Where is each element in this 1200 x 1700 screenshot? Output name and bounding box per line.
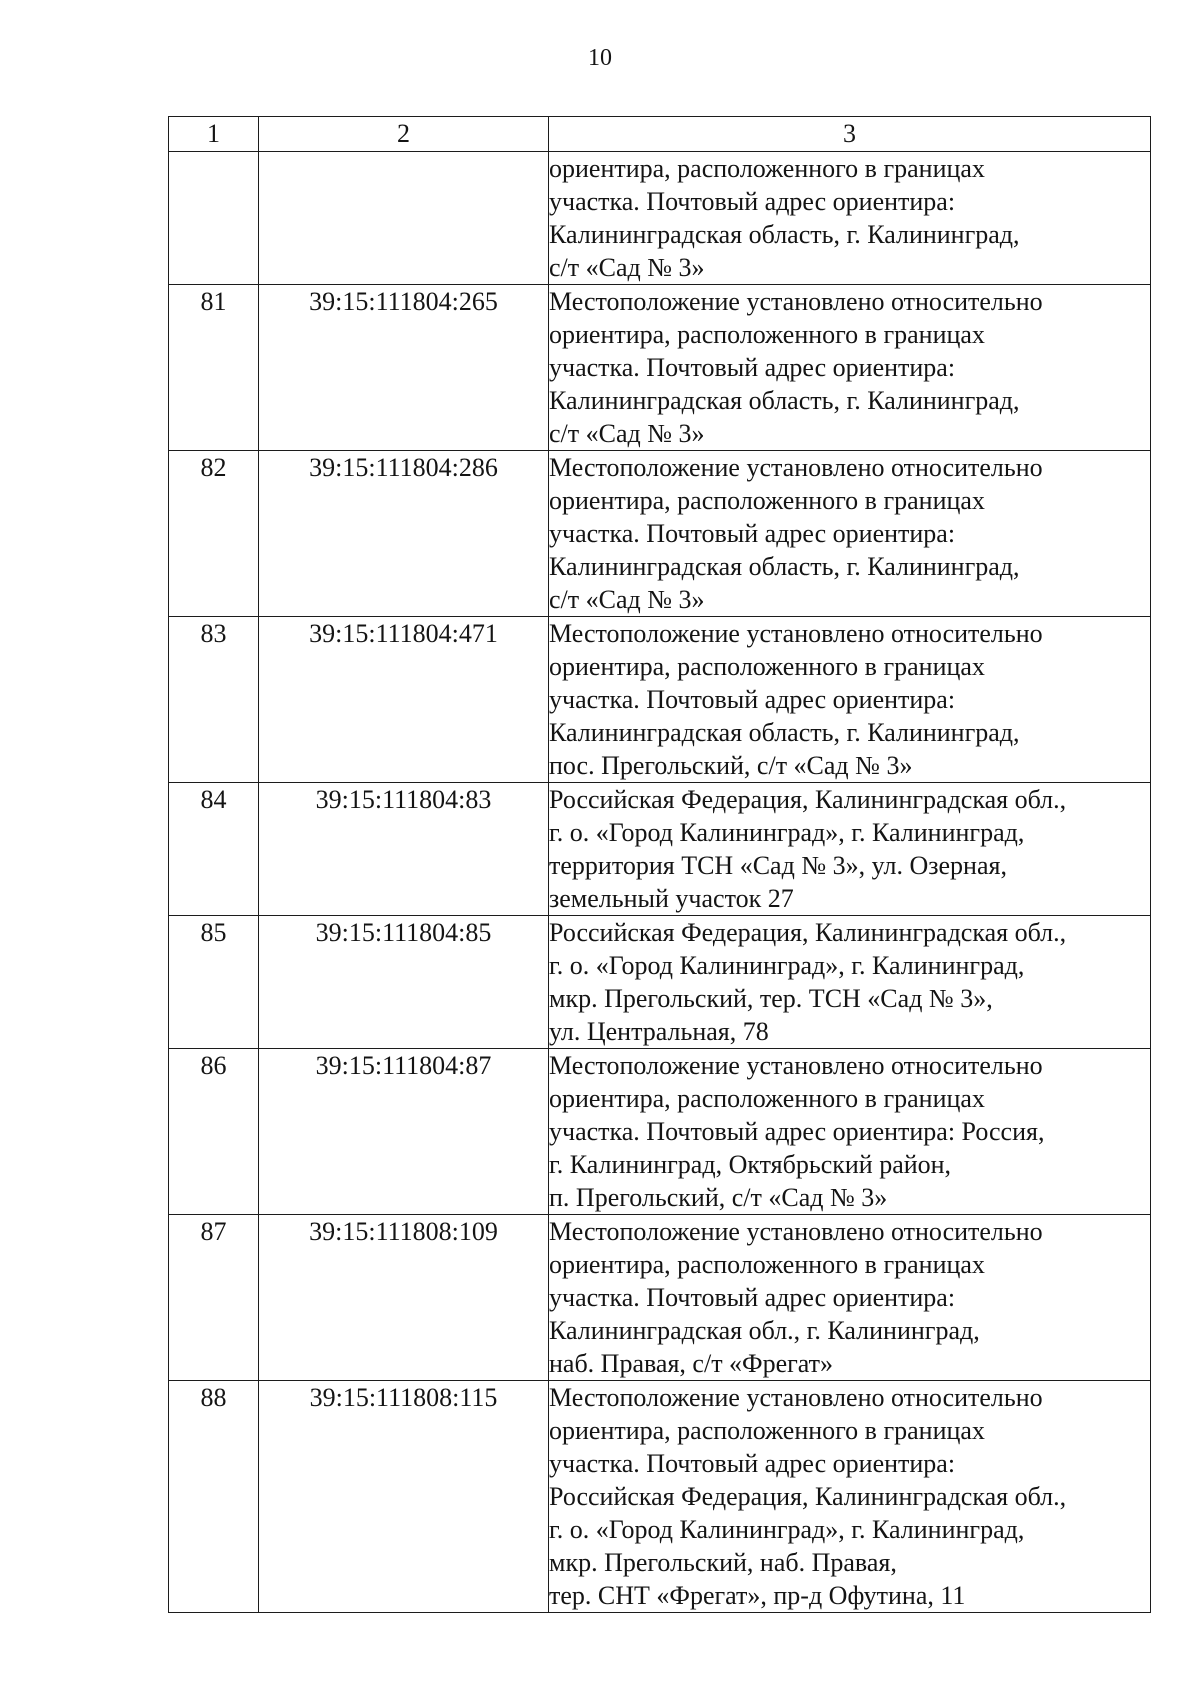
address-line: г. Калининград, Октябрьский район, <box>549 1150 952 1179</box>
address-line: Российская Федерация, Калининградская обл., <box>549 1482 1067 1511</box>
column-header-number: 1 <box>169 117 259 152</box>
cadastral-number-cell: 39:15:111804:83 <box>259 783 549 916</box>
address-cell <box>549 783 1151 916</box>
address-line: Калининградская область, г. Калининград, <box>549 552 1020 581</box>
address-cell <box>549 1381 1151 1613</box>
address-line: участка. Почтовый адрес ориентира: <box>549 519 956 548</box>
address-line: участка. Почтовый адрес ориентира: <box>549 1283 956 1312</box>
cadastral-number-cell: 39:15:111804:87 <box>259 1049 549 1215</box>
table-row <box>169 916 1151 1049</box>
address-line: Местоположение установлено относительно <box>549 453 1043 482</box>
address-line: с/т «Сад № 3» <box>549 419 705 448</box>
address-line: участка. Почтовый адрес ориентира: Россия, <box>549 1117 1045 1146</box>
address-line: ориентира, расположенного в границах <box>549 486 985 515</box>
table-row <box>169 152 1151 285</box>
address-line: мкр. Прегольский, наб. Правая, <box>549 1548 897 1577</box>
cadastral-number-cell: 39:15:111808:115 <box>259 1381 549 1613</box>
row-number-cell: 82 <box>169 451 259 617</box>
cadastral-number-cell: 39:15:111804:286 <box>259 451 549 617</box>
cadastral-number-cell: 39:15:111804:85 <box>259 916 549 1049</box>
address-line: ориентира, расположенного в границах <box>549 1084 985 1113</box>
address-cell <box>549 916 1151 1049</box>
table-body <box>169 152 1151 1613</box>
address-line: ориентира, расположенного в границах <box>549 1416 985 1445</box>
row-number-cell: 81 <box>169 285 259 451</box>
cadastral-number-cell <box>259 152 549 285</box>
address-line: ориентира, расположенного в границах <box>549 320 985 349</box>
address-line: Калининградская область, г. Калининград, <box>549 220 1020 249</box>
address-line: Местоположение установлено относительно <box>549 619 1043 648</box>
cadastral-number-cell: 39:15:111804:265 <box>259 285 549 451</box>
row-number-cell: 83 <box>169 617 259 783</box>
address-line: г. о. «Город Калининград», г. Калининград, <box>549 1515 1025 1544</box>
address-line: г. о. «Город Калининград», г. Калининград, <box>549 818 1025 847</box>
address-line: п. Прегольский, с/т «Сад № 3» <box>549 1183 888 1212</box>
address-line: г. о. «Город Калининград», г. Калининград, <box>549 951 1025 980</box>
address-cell <box>549 451 1151 617</box>
address-line: с/т «Сад № 3» <box>549 253 705 282</box>
row-number-cell: 85 <box>169 916 259 1049</box>
row-number-cell: 87 <box>169 1215 259 1381</box>
cadastral-number-cell: 39:15:111804:471 <box>259 617 549 783</box>
address-line: Местоположение установлено относительно <box>549 1383 1043 1412</box>
table-row <box>169 451 1151 617</box>
address-cell <box>549 1049 1151 1215</box>
address-line: Местоположение установлено относительно <box>549 287 1043 316</box>
address-line: участка. Почтовый адрес ориентира: <box>549 685 956 714</box>
column-header-address: 3 <box>549 117 1151 152</box>
address-line: территория ТСН «Сад № 3», ул. Озерная, <box>549 851 1007 880</box>
address-line: ориентира, расположенного в границах <box>549 1250 985 1279</box>
table-row <box>169 617 1151 783</box>
address-line: участка. Почтовый адрес ориентира: <box>549 353 956 382</box>
address-cell <box>549 152 1151 285</box>
address-line: Калининградская область, г. Калининград, <box>549 718 1020 747</box>
column-header-cadastral: 2 <box>259 117 549 152</box>
address-cell <box>549 1215 1151 1381</box>
address-cell <box>549 617 1151 783</box>
row-number-cell: 86 <box>169 1049 259 1215</box>
address-line: участка. Почтовый адрес ориентира: <box>549 187 956 216</box>
address-line: мкр. Прегольский, тер. ТСН «Сад № 3», <box>549 984 993 1013</box>
address-line: Калининградская область, г. Калининград, <box>549 386 1020 415</box>
address-line: ориентира, расположенного в границах <box>549 652 985 681</box>
table-row <box>169 1049 1151 1215</box>
address-line: Местоположение установлено относительно <box>549 1051 1043 1080</box>
address-line: Местоположение установлено относительно <box>549 1217 1043 1246</box>
address-line: участка. Почтовый адрес ориентира: <box>549 1449 956 1478</box>
address-line: ориентира, расположенного в границах <box>549 154 985 183</box>
address-line: наб. Правая, с/т «Фрегат» <box>549 1349 834 1378</box>
row-number-cell <box>169 152 259 285</box>
address-line: тер. СНТ «Фрегат», пр-д Офутина, 11 <box>549 1581 966 1610</box>
table-row <box>169 1215 1151 1381</box>
address-line: пос. Прегольский, с/т «Сад № 3» <box>549 751 913 780</box>
address-line: Калининградская обл., г. Калининград, <box>549 1316 980 1345</box>
address-cell <box>549 285 1151 451</box>
row-number-cell: 88 <box>169 1381 259 1613</box>
address-line: земельный участок 27 <box>549 884 794 913</box>
table-header-row <box>169 117 1151 152</box>
cadastral-number-cell: 39:15:111808:109 <box>259 1215 549 1381</box>
row-number-cell: 84 <box>169 783 259 916</box>
table-row <box>169 285 1151 451</box>
address-line: Российская Федерация, Калининградская обл., <box>549 918 1067 947</box>
address-line: ул. Центральная, 78 <box>549 1017 769 1046</box>
table-row <box>169 783 1151 916</box>
page-number: 10 <box>588 45 612 71</box>
address-line: с/т «Сад № 3» <box>549 585 705 614</box>
address-line: Российская Федерация, Калининградская обл., <box>549 785 1067 814</box>
land-plots-table <box>168 116 1151 1613</box>
table-row <box>169 1381 1151 1613</box>
